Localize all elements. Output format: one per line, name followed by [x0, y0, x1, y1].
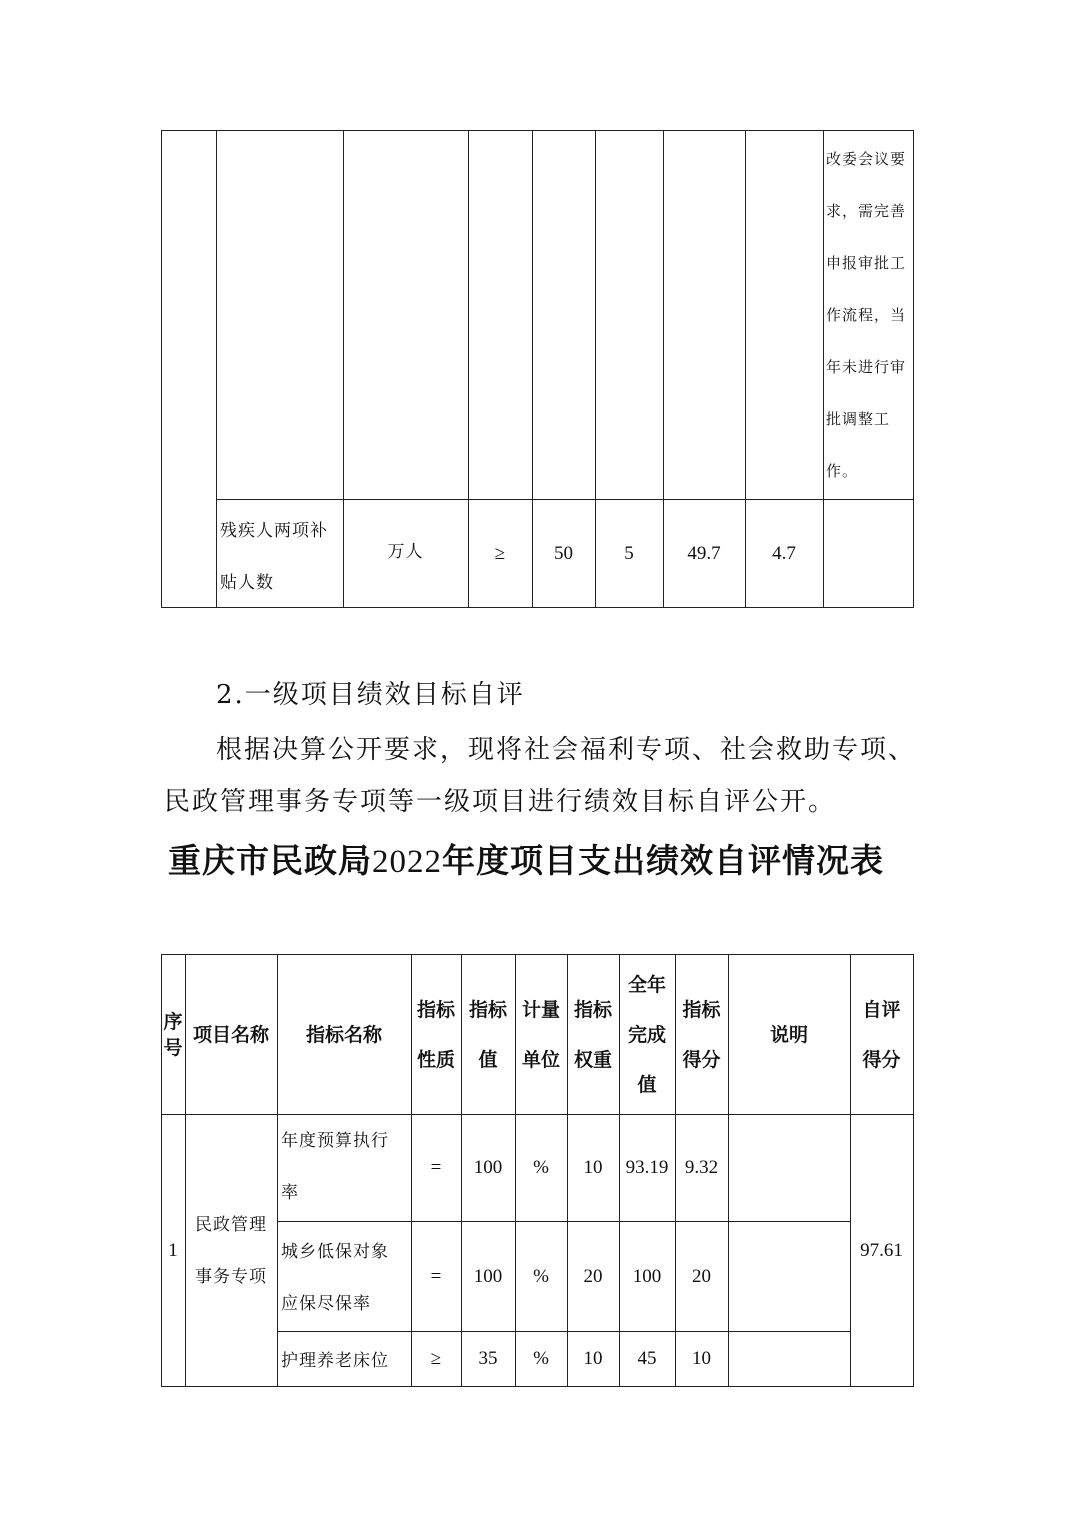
note [823, 500, 913, 607]
section-paragraph: 根据决算公开要求，现将社会福利专项、社会救助专项、 [216, 735, 917, 765]
note-line: 批调整工 [826, 410, 891, 428]
header-text: 性质 [416, 1048, 455, 1071]
indicator-line: 率 [281, 1183, 299, 1203]
indicator-line: 年度预算执行 [281, 1131, 389, 1151]
header-text: 得分 [682, 1048, 721, 1071]
header-text: 全年 [627, 973, 666, 996]
target-value: 100 [473, 1157, 503, 1178]
header-text: 指标 [468, 998, 507, 1021]
indicator-line: 城乡低保对象 [281, 1242, 389, 1262]
header-note: 说明 [769, 1023, 808, 1046]
unit: % [533, 1157, 549, 1178]
header-text: 值 [637, 1073, 657, 1096]
title-suffix: 年度项目支出绩效自评情况表 [442, 841, 884, 880]
note-line: 申报审批工 [826, 254, 907, 272]
project-name [185, 1115, 277, 1386]
header-text: 计量 [521, 998, 560, 1021]
actual-value: 45 [637, 1348, 657, 1369]
note [728, 1115, 850, 1221]
nature: ≥ [430, 1348, 442, 1369]
header-indicator: 指标名称 [305, 1023, 382, 1046]
weight: 5 [624, 542, 634, 564]
project-name-line: 事务专项 [195, 1266, 267, 1287]
header-text: 得分 [862, 1048, 901, 1071]
table-title [168, 835, 884, 882]
header-seq [161, 955, 185, 1114]
header-text: 自评 [862, 998, 901, 1021]
unit: % [533, 1348, 549, 1369]
header-self-score [850, 955, 913, 1114]
note-line: 作。 [826, 462, 859, 480]
header-text: 完成 [627, 1023, 666, 1046]
indicator-name: 护理养老床位 [281, 1351, 389, 1371]
header-actual [619, 955, 675, 1114]
score: 10 [692, 1348, 711, 1369]
indicator-line: 应保尽保率 [281, 1294, 371, 1314]
header-score [675, 955, 728, 1114]
title-prefix: 重庆市民政局 [168, 841, 372, 880]
section-heading: 2.一级项目绩效目标自评 [216, 680, 525, 710]
title-year: 2022 [372, 844, 442, 880]
weight: 10 [583, 1157, 603, 1178]
target-value: 35 [478, 1348, 498, 1369]
score: 4.7 [772, 542, 796, 564]
actual-value: 100 [632, 1265, 662, 1287]
indicator-name [281, 1226, 409, 1330]
weight: 10 [583, 1348, 603, 1369]
header-text: 指标 [416, 998, 455, 1021]
header-text: 值 [478, 1048, 498, 1071]
section-paragraph-cont: 民政管理事务专项等一级项目进行绩效目标自评公开。 [164, 787, 837, 817]
nature: = [430, 1157, 442, 1178]
weight: 20 [583, 1265, 603, 1287]
note-line: 改委会议要 [826, 150, 907, 168]
header-text: 号 [163, 1036, 183, 1059]
header-text: 权重 [573, 1048, 612, 1071]
header-text: 指标 [573, 998, 612, 1021]
header-text: 指标 [682, 998, 721, 1021]
unit: % [533, 1265, 549, 1287]
header-nature [411, 955, 461, 1114]
header-unit [515, 955, 567, 1114]
operator: ≥ [494, 542, 506, 564]
note-line: 求，需完善 [826, 202, 907, 220]
indicator-name: 残疾人两项补 [220, 521, 328, 541]
nature: = [430, 1265, 442, 1287]
header-project: 项目名称 [192, 1023, 269, 1046]
note [728, 1222, 850, 1331]
indicator-name [281, 1115, 409, 1219]
score: 9.32 [684, 1157, 719, 1178]
actual-value: 49.7 [687, 542, 721, 564]
actual-value: 93.19 [625, 1157, 669, 1178]
unit: 万人 [387, 541, 424, 562]
note [728, 1332, 850, 1386]
indicator-name-cont: 贴人数 [220, 573, 274, 593]
header-value [461, 955, 515, 1114]
self-score: 97.61 [860, 1239, 903, 1261]
score: 20 [692, 1265, 711, 1287]
header-text: 单位 [521, 1048, 560, 1071]
project-name-line: 民政管理 [195, 1214, 267, 1235]
note-line: 作流程，当 [826, 306, 907, 324]
row-seq: 1 [168, 1239, 178, 1261]
header-weight [567, 955, 619, 1114]
target-value: 100 [473, 1265, 503, 1287]
note-line: 年未进行审 [826, 358, 907, 376]
target-value: 50 [554, 542, 573, 564]
header-text: 序 [163, 1010, 183, 1033]
